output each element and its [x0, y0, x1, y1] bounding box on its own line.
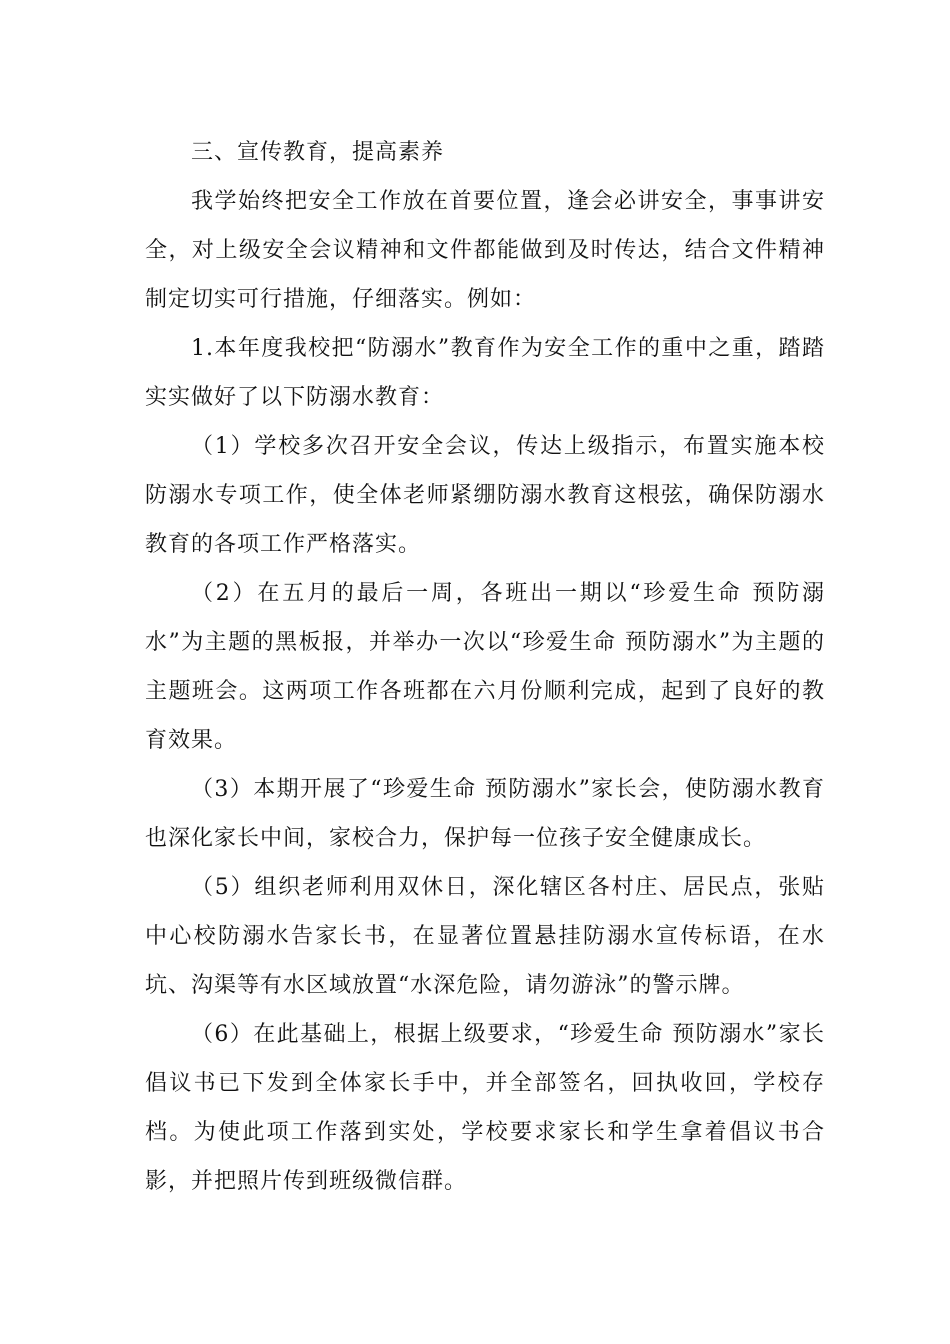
- section-heading: 三、宣传教育，提高素养: [191, 140, 445, 165]
- sub-item-5-paragraph: （5）组织老师利用双休日，深化辖区各村庄、居民点，张贴中心校防溺水告家长书，在显著位置悬挂防溺水宣传标语，在水坑、沟渠等有水区域放置“水深危险，请勿游泳”的警示牌。: [145, 875, 825, 998]
- document-body: [145, 128, 825, 1206]
- sub-item-6-paragraph: （6）在此基础上，根据上级要求，“珍爱生命 预防溺水”家长倡议书已下发到全体家长手中，并全部签名，回执收回，学校存档。为使此项工作落到实处，学校要求家长和学生拿着倡议书合影，并把照片传到班级微信群。: [145, 1022, 825, 1194]
- intro-paragraph: 我学始终把安全工作放在首要位置，逢会必讲安全，事事讲安全，对上级安全会议精神和文件都能做到及时传达，结合文件精神制定切实可行措施，仔细落实。例如：: [145, 189, 825, 312]
- item-1-paragraph: 1.本年度我校把“防溺水”教育作为安全工作的重中之重，踏踏实实做好了以下防溺水教育：: [145, 336, 825, 410]
- sub-item-2-paragraph: （2）在五月的最后一周，各班出一期以“珍爱生命 预防溺水”为主题的黑板报，并举办一次以“珍爱生命 预防溺水”为主题的主题班会。这两项工作各班都在六月份顺利完成，起到了良好的教育效果。: [145, 581, 825, 753]
- sub-item-3-paragraph: （3）本期开展了“珍爱生命 预防溺水”家长会，使防溺水教育也深化家长中间，家校合力，保护每一位孩子安全健康成长。: [145, 777, 825, 851]
- sub-item-1-paragraph: （1）学校多次召开安全会议，传达上级指示，布置实施本校防溺水专项工作，使全体老师紧绷防溺水教育这根弦，确保防溺水教育的各项工作严格落实。: [145, 434, 825, 557]
